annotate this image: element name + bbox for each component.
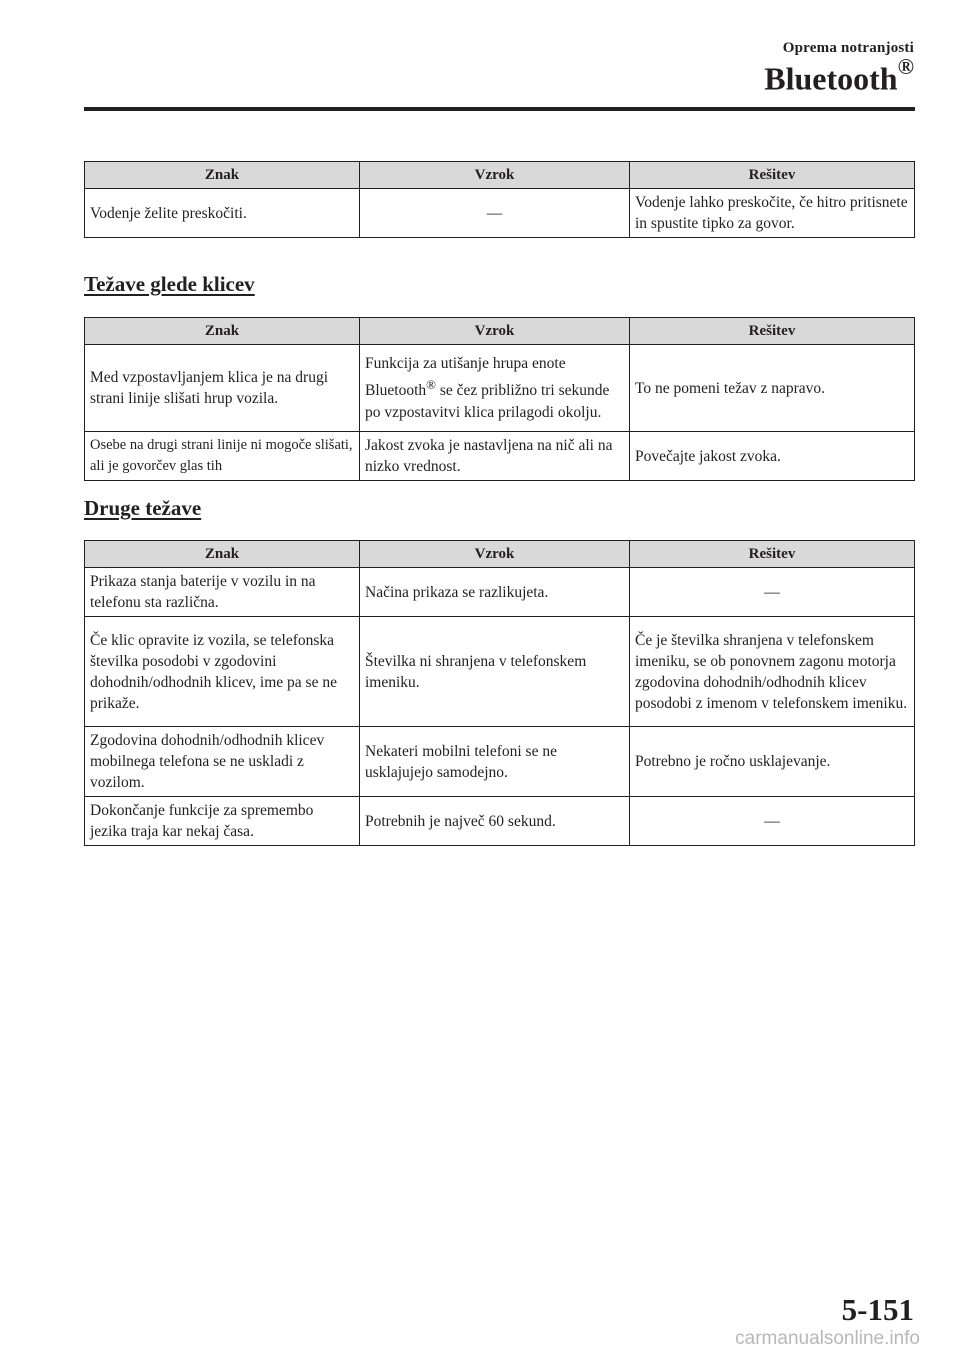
column-header-resitev: Rešitev: [630, 318, 915, 345]
cell-vzrok: —: [360, 189, 630, 238]
watermark-text: carmanualsonline.info: [735, 1328, 920, 1349]
page-title-text: Bluetooth: [764, 60, 898, 97]
header-section-name: Oprema notranjosti: [782, 40, 914, 56]
cell-resitev: —: [630, 568, 915, 617]
cell-vzrok: Jakost zvoka je nastavljena na nič ali na nizko vrednost.: [360, 432, 630, 481]
header-divider: [84, 107, 915, 111]
cell-znak: Vodenje želite preskočiti.: [85, 189, 360, 238]
column-header-znak: Znak: [85, 162, 360, 189]
section-heading-calls: Težave glede klicev: [84, 272, 255, 296]
table-row: [85, 345, 915, 432]
table-row: [85, 617, 915, 727]
column-header-znak: Znak: [85, 541, 360, 568]
column-header-vzrok: Vzrok: [360, 541, 630, 568]
table-header-row: [85, 318, 915, 345]
cell-resitev: To ne pomeni težav z napravo.: [630, 345, 915, 432]
cell-znak: Med vzpostavljanjem klica je na drugi strani linije slišati hrup vozila.: [85, 345, 360, 432]
table-calls: [84, 317, 915, 481]
table-row: [85, 189, 915, 238]
running-header: [783, 40, 914, 57]
cell-vzrok: Številka ni shranjena v telefonskem imeniku.: [360, 617, 630, 727]
column-header-resitev: Rešitev: [630, 162, 915, 189]
cell-resitev: Potrebno je ročno usklajevanje.: [630, 727, 915, 797]
cell-vzrok-text-end: se čez približno tri sekunde po vzpostavitvi klica prilagodi okolju.: [365, 382, 610, 421]
cell-vzrok: [360, 345, 630, 432]
cell-resitev: Če je številka shranjena v telefonskem imeniku, se ob ponovnem zagonu motorja zgodovina dohodnih/odhodnih klicev posodobi z imenom v telefonskem imeniku.: [630, 617, 915, 727]
cell-znak: Če klic opravite iz vozila, se telefonska številka posodobi v zgodovini dohodnih/odhodnih klicev, ime pa se ne prikaže.: [85, 617, 360, 727]
cell-resitev: Vodenje lahko preskočite, če hitro pritisnete in spustite tipko za govor.: [630, 189, 915, 238]
cell-znak: Zgodovina dohodnih/odhodnih klicev mobilnega telefona se ne uskladi z vozilom.: [85, 727, 360, 797]
page-title: [764, 54, 914, 98]
page-number: 5-151: [841, 1292, 914, 1327]
column-header-vzrok: Vzrok: [360, 318, 630, 345]
section-heading-other: Druge težave: [84, 496, 202, 520]
table-header-row: [85, 541, 915, 568]
cell-resitev: —: [630, 797, 915, 846]
table-row: [85, 568, 915, 617]
cell-resitev: Povečajte jakost zvoka.: [630, 432, 915, 481]
cell-vzrok: Nekateri mobilni telefoni se ne usklajujejo samodejno.: [360, 727, 630, 797]
cell-znak: Prikaza stanja baterije v vozilu in na telefonu sta različna.: [85, 568, 360, 617]
cell-vzrok-text-start: Funkcija za utišanje hrupa enote Bluetooth: [365, 355, 566, 400]
column-header-resitev: Rešitev: [630, 541, 915, 568]
column-header-vzrok: Vzrok: [360, 162, 630, 189]
table-row: [85, 727, 915, 797]
registered-mark: ®: [426, 377, 436, 393]
column-header-znak: Znak: [85, 318, 360, 345]
table-continued: [84, 161, 915, 238]
registered-mark: ®: [897, 54, 914, 79]
cell-znak: Osebe na drugi strani linije ni mogoče slišati, ali je govorčev glas tih: [85, 432, 360, 481]
table-row: [85, 797, 915, 846]
cell-vzrok: Načina prikaza se razlikujeta.: [360, 568, 630, 617]
table-other: [84, 540, 915, 846]
table-header-row: [85, 162, 915, 189]
table-row: [85, 432, 915, 481]
cell-znak: Dokončanje funkcije za spremembo jezika traja kar nekaj časa.: [85, 797, 360, 846]
cell-vzrok: Potrebnih je največ 60 sekund.: [360, 797, 630, 846]
